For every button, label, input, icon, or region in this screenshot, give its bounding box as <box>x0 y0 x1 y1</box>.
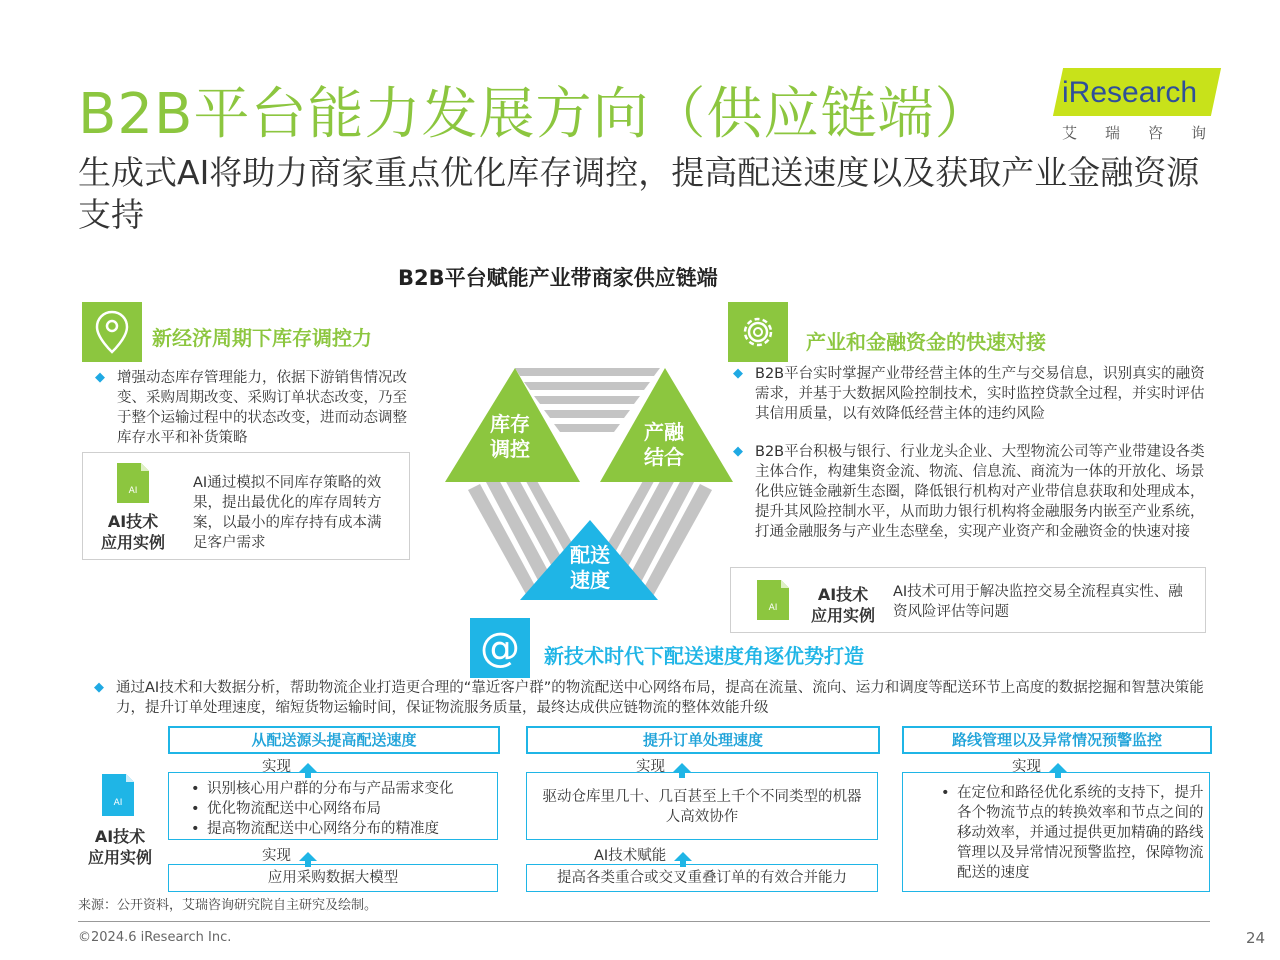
col3-list <box>939 783 1207 883</box>
svg-text:AI: AI <box>113 798 123 808</box>
at-sign-icon: @ <box>470 618 530 678</box>
right-bullet-1-text: B2B平台实时掌握产业带经营主体的生产与交易信息，识别真实的融资需求，并基于大数据风险控制技术，实时监控贷款全过程，并实时评估其信用质量，以有效降低经营主体的违约风险 <box>755 366 1205 422</box>
svg-text:AI: AI <box>768 603 778 613</box>
left-section-bullet: ◆ 增强动态库存管理能力，依据下游销售情况改变、采购周期改变、采购订单状态改变，乃至于整个运输过程中的状态改变，进而动态调整库存水平和补货策略 <box>95 368 413 448</box>
triangle-label-inventory: 库存 调控 <box>490 412 530 461</box>
bottom-section-bullet: ◆ 通过AI技术和大数据分析，帮助物流企业打造更合理的“靠近客户群”的物流配送中心网络布局，提高在流量、流向、运力和调度等配送环节上高度的数据挖掘和智慧决策能力，提升订单处理速度，缩短货物运输时间，保证物流服务质量，最终达成供应链物流的整体效能升级 <box>94 678 1209 718</box>
ai-document-icon <box>100 772 136 818</box>
col2-impl-1-label: 实现 <box>636 759 665 775</box>
right-case-box <box>730 567 1206 633</box>
col3-text: • 在定位和路径优化系统的支持下，提升各个物流节点的转换效率和节点之间的移动效率，并通过提供更加精确的路线管理以及异常情况预警监控，保障物流配送的速度 <box>957 783 1207 883</box>
bottom-bullet-text: 通过AI技术和大数据分析，帮助物流企业打造更合理的“靠近客户群”的物流配送中心网络布局，提高在流量、流向、运力和调度等配送环节上高度的数据挖掘和智慧决策能力，提升订单处理速度，缩短货物运输时间，保证物流服务质量，最终达成供应链物流的整体效能升级 <box>116 680 1204 716</box>
left-section-heading: 新经济周期下库存调控力 <box>152 326 372 350</box>
page-title: B2B平台能力发展方向（供应链端） <box>78 82 992 147</box>
page-number: 24 <box>1246 929 1266 947</box>
arrow-up-icon <box>673 763 691 772</box>
triangle-label-delivery: 配送 速度 <box>570 543 610 592</box>
col2-bottom-box: 提高各类重合或交叉重叠订单的有效合并能力 <box>526 864 878 892</box>
arrow-up-icon <box>299 763 317 772</box>
col1-bottom-box: 应用采购数据大模型 <box>168 864 498 892</box>
col3-text-box <box>902 772 1210 892</box>
right-case-text: AI技术可用于解决监控交易全流程真实性、融资风险评估等问题 <box>893 584 1183 620</box>
diagram-title: B2B平台赋能产业带商家供应链端 <box>398 266 718 290</box>
location-pin-icon <box>82 302 142 362</box>
left-bullet-text: 增强动态库存管理能力，依据下游销售情况改变、采购周期改变、采购订单状态改变，乃至于整个运输过程中的状态改变，进而动态调整库存水平和补货策略 <box>117 370 407 446</box>
col2-middle-box <box>526 772 878 840</box>
logo-text: iResearch <box>1062 76 1198 109</box>
col3-impl-1-label: 实现 <box>1012 759 1041 775</box>
right-section-bullet-1: ◆ B2B平台实时掌握产业带经营主体的生产与交易信息，识别真实的融资需求，并基于大数据风险控制技术，实时监控贷款全过程，并实时评估其信用质量，以有效降低经营主体的违约风险 <box>733 364 1208 424</box>
bottom-section-heading: 新技术时代下配送速度角逐优势打造 <box>544 644 864 668</box>
col1-header: 从配送源头提高配送速度 <box>168 726 500 754</box>
col1-item: • 提高物流配送中心网络分布的精准度 <box>207 819 454 839</box>
col1-item: • 优化物流配送中心网络布局 <box>207 799 454 819</box>
right-bullet-2-text: B2B平台积极与银行、行业龙头企业、大型物流公司等产业带建设各类主体合作，构建集资金流、物流、信息流、商流为一体的开放化、场景化供应链金融新生态圈，降低银行机构对产业带信息获取和处理成本，提升其风险控制水平，从而助力银行机构将金融服务内嵌至产业系统，打通金融服务与产业生态壁垒，实现产业资产和金融资金的快速对接 <box>755 444 1205 540</box>
col1-impl-1-label: 实现 <box>262 759 291 775</box>
source-note: 来源：公开资料，艾瑞咨询研究院自主研究及绘制。 <box>78 898 378 913</box>
logo-cn-text: 艾瑞咨询 <box>1062 124 1235 142</box>
right-section-bullet-2: ◆ B2B平台积极与银行、行业龙头企业、大型物流公司等产业带建设各类主体合作，构建集资金流、物流、信息流、商流为一体的开放化、场景化供应链金融新生态圈，降低银行机构对产业带信息获取和处理成本，提升其风险控制水平，从而助力银行机构将金融服务内嵌至产业系统，打通金融服务与产业生态壁垒，实现产业资产和金融资金的快速对接 <box>733 442 1208 542</box>
arrow-up-icon <box>299 852 317 861</box>
bottom-case-label: AI技术 应用实例 <box>87 827 152 867</box>
arrow-up-icon <box>674 852 692 861</box>
gear-icon <box>728 302 788 362</box>
col1-item: • 识别核心用户群的分布与产品需求变化 <box>207 779 454 799</box>
left-case-box <box>82 452 410 560</box>
col1-impl-2-label: 实现 <box>262 848 291 864</box>
col2-header: 提升订单处理速度 <box>526 726 880 754</box>
copyright: ©2024.6 iResearch Inc. <box>78 930 232 945</box>
ai-document-icon <box>115 461 151 505</box>
left-case-label: AI技术 应用实例 <box>100 512 165 552</box>
left-case-text: AI通过模拟不同库存策略的效果，提出最优化的库存周转方案，以最小的库存持有成本满足客户需求 <box>193 475 382 551</box>
arrow-up-icon <box>1049 763 1067 772</box>
right-section-heading: 产业和金融资金的快速对接 <box>806 330 1046 354</box>
triangle-label-finance: 产融 结合 <box>644 420 684 469</box>
col3-header: 路线管理以及异常情况预警监控 <box>902 726 1212 754</box>
page-subtitle: 生成式AI将助力商家重点优化库存调控，提高配送速度以及获取产业金融资源支持 <box>78 153 1200 234</box>
ai-document-icon <box>755 578 791 622</box>
col2-middle-text: 驱动仓库里几十、几百甚至上千个不同类型的机器人高效协作 <box>542 789 862 825</box>
right-case-label: AI技术 应用实例 <box>810 585 875 625</box>
col2-impl-2-label: AI技术赋能 <box>594 848 667 864</box>
col1-impl-2 <box>262 844 317 865</box>
svg-text:AI: AI <box>128 486 138 496</box>
col1-items-box <box>168 772 498 840</box>
col2-impl-2 <box>594 844 692 865</box>
footer-divider <box>78 921 1210 922</box>
col1-items-list <box>189 779 454 839</box>
